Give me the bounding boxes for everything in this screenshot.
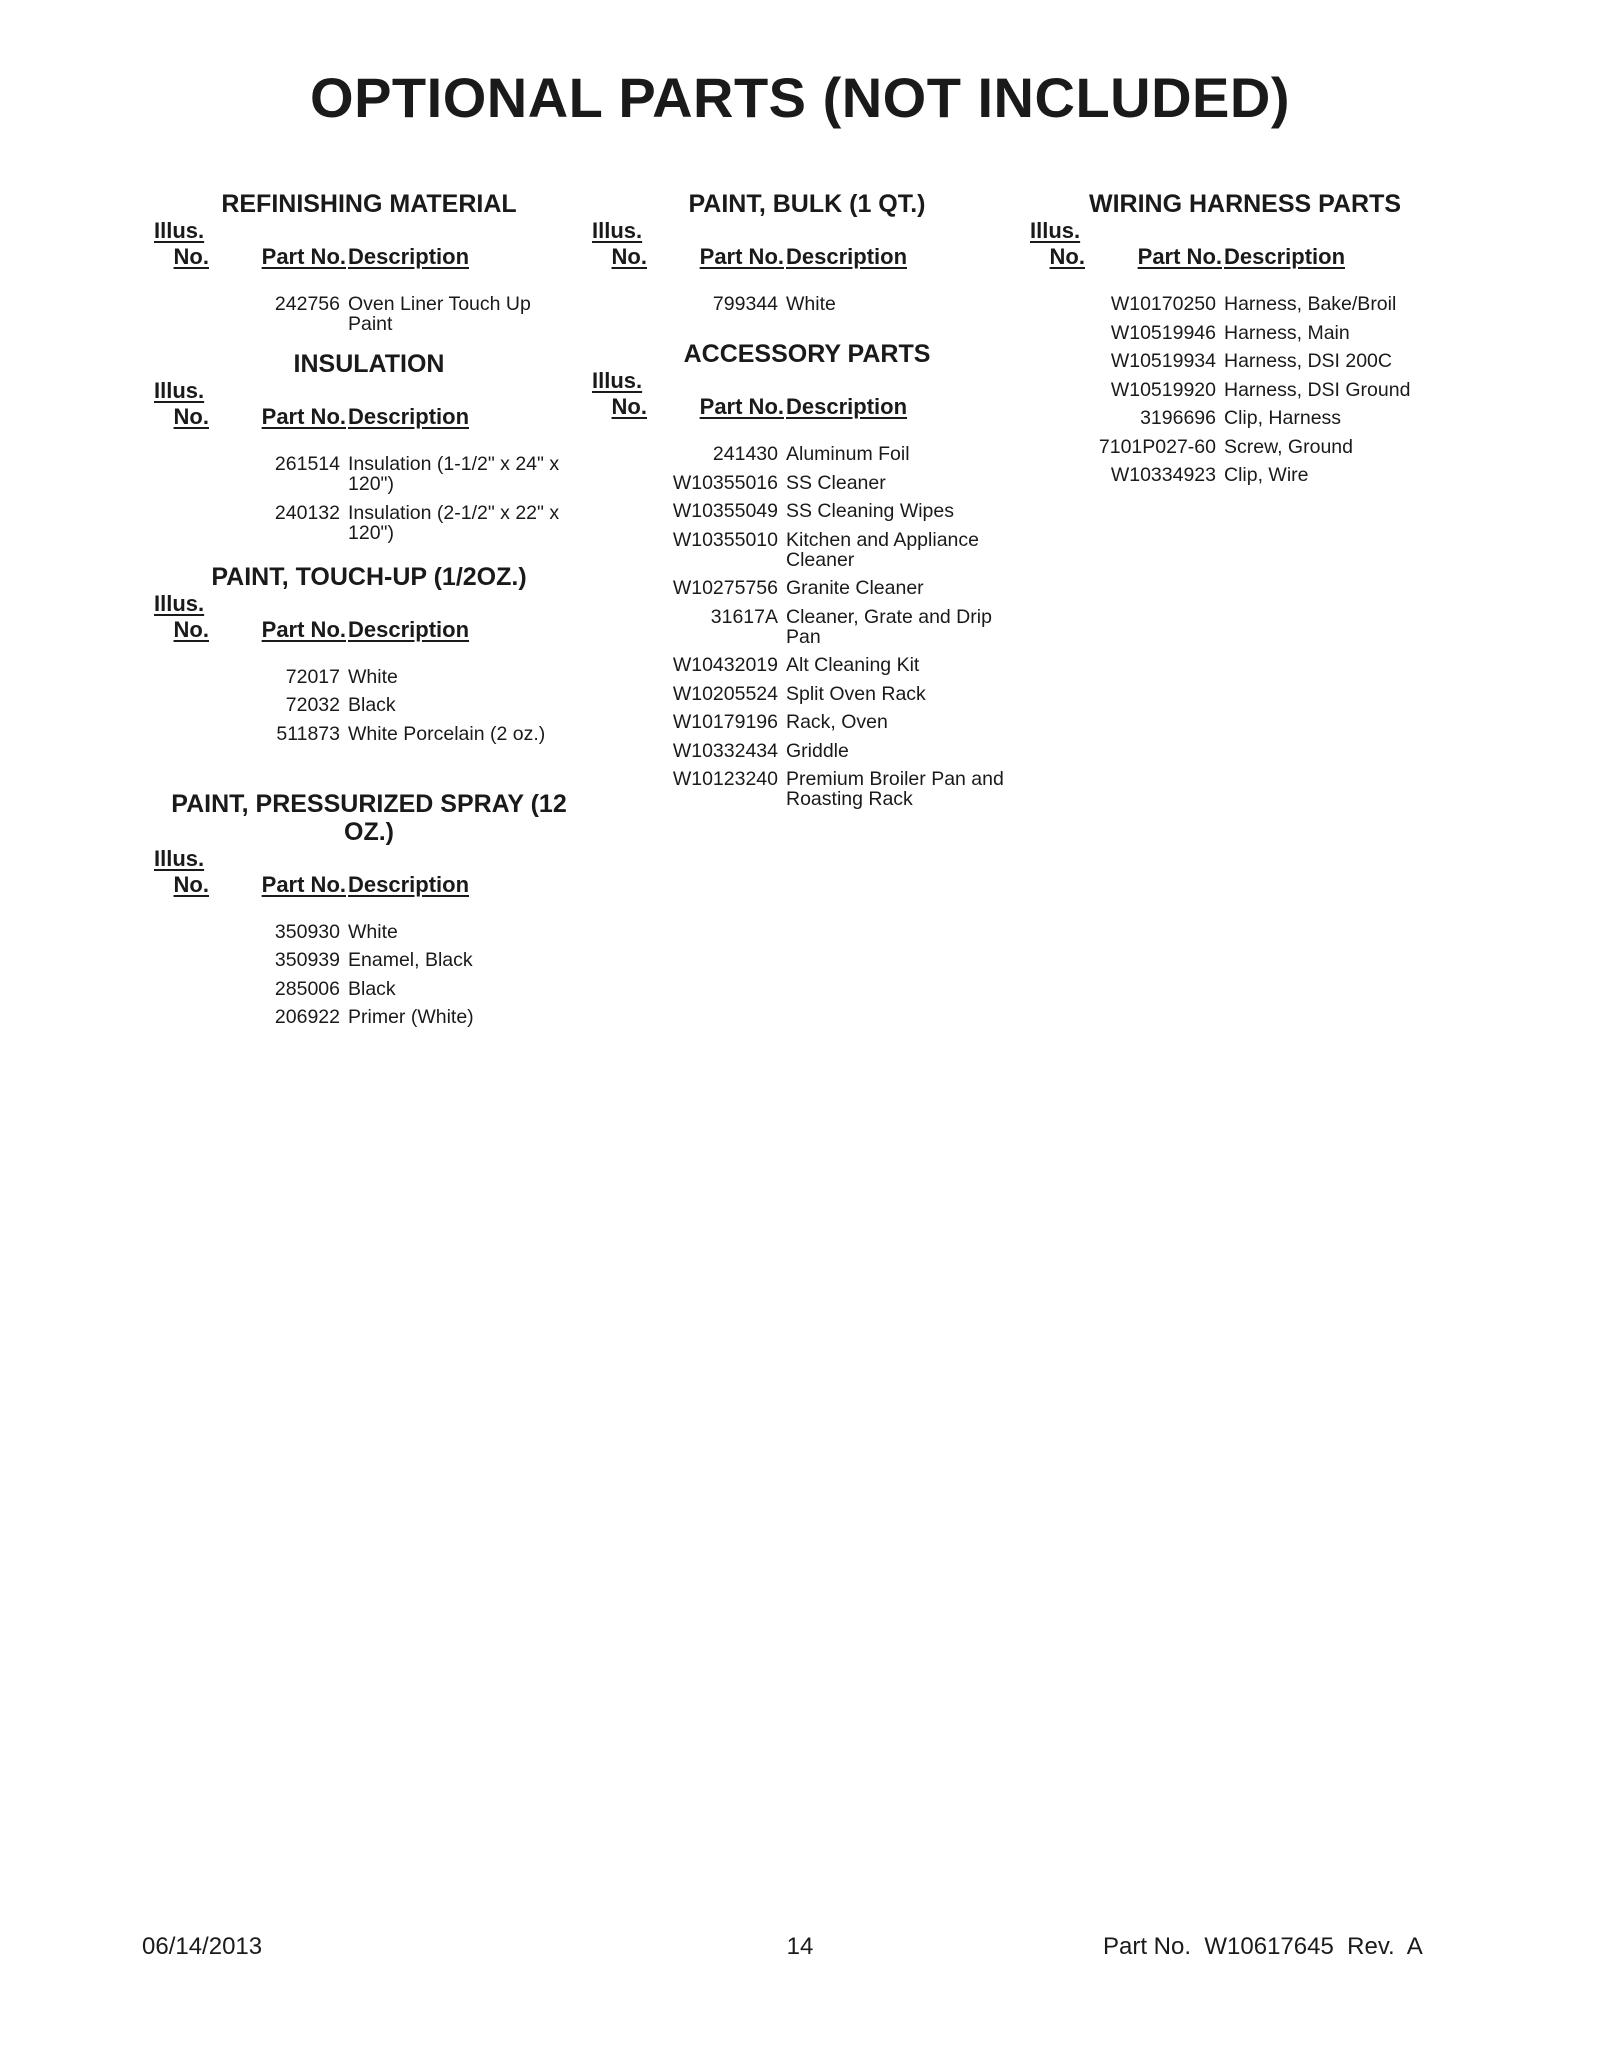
illus-header-line1: Illus.: [154, 218, 205, 243]
part-description: Primer (White): [348, 1006, 474, 1028]
illus-no-header: [154, 846, 209, 898]
footer-page-number: 14: [786, 1933, 814, 1960]
column-headers: [1030, 218, 1460, 274]
illus-no-header: [1030, 218, 1085, 270]
part-description: Screw, Ground: [1224, 435, 1353, 458]
part-description: Premium Broiler Pan and Roasting Rack: [786, 768, 1004, 810]
description-header: Description: [348, 404, 470, 429]
part-number: W10275756: [672, 577, 778, 599]
list-item: [592, 578, 1022, 598]
part-description: Black: [348, 694, 396, 716]
part-number: W10205524: [672, 682, 778, 705]
column-right: [1030, 190, 1460, 494]
column-headers: [592, 368, 1022, 424]
list-item: [154, 454, 584, 494]
section-title: PAINT, PRESSURIZED SPRAY (12 OZ.): [171, 789, 567, 846]
column-headers: [154, 378, 584, 434]
part-number: W10355049: [672, 500, 778, 522]
section-touchup: [154, 563, 584, 744]
part-number: W10519934: [1110, 350, 1216, 372]
list-item: [154, 922, 584, 942]
column-middle: [592, 190, 1022, 818]
part-number: W10519920: [1110, 378, 1216, 401]
section-spray: [154, 790, 584, 1028]
part-description: Insulation (2-1/2" x 22" x 120"): [348, 501, 560, 544]
list-item: [592, 741, 1022, 761]
column-left: [154, 190, 584, 1036]
section-title: PAINT, TOUCH-UP (1/2OZ.): [211, 562, 527, 591]
list-item: [154, 950, 584, 970]
parts-list: [592, 294, 1022, 314]
part-no-header: Part No.: [1137, 244, 1222, 269]
illus-header-line2: No.: [173, 616, 209, 642]
part-number: W10170250: [1110, 293, 1216, 315]
list-item: [1030, 351, 1460, 371]
column-headers: [154, 846, 584, 902]
part-number: W10355016: [672, 471, 778, 494]
part-number: W10123240: [672, 768, 778, 790]
list-item: [154, 667, 584, 687]
part-number: 350939: [274, 949, 340, 971]
part-number: W10519946: [1110, 321, 1216, 344]
part-description: Kitchen and Appliance Cleaner: [786, 528, 979, 571]
list-item: [154, 1007, 584, 1027]
parts-list: [592, 444, 1022, 809]
part-number: 240132: [274, 501, 340, 524]
parts-list: [1030, 294, 1460, 485]
part-description: SS Cleaner: [786, 471, 886, 494]
list-item: [154, 503, 584, 543]
list-item: [1030, 380, 1460, 400]
section-wiring: [1030, 190, 1460, 485]
page-title: OPTIONAL PARTS (NOT INCLUDED): [310, 66, 1290, 129]
parts-list: [154, 667, 584, 744]
description-header: Description: [786, 244, 908, 269]
section-insulation: [154, 350, 584, 543]
column-headers: [592, 218, 1022, 274]
part-number: 242756: [274, 293, 340, 315]
section-bulk: [592, 190, 1022, 314]
part-description: Alt Cleaning Kit: [786, 654, 920, 676]
part-number: 350930: [274, 920, 340, 943]
list-item: [1030, 294, 1460, 314]
part-description: Clip, Wire: [1224, 464, 1309, 486]
part-number: W10179196: [672, 711, 778, 733]
part-description: Harness, Bake/Broil: [1224, 293, 1397, 315]
part-number: 799344: [712, 293, 778, 315]
part-description: Griddle: [786, 739, 849, 762]
part-no-header: Part No.: [699, 394, 784, 419]
part-description: White: [348, 665, 398, 688]
part-no-header: Part No.: [261, 244, 346, 269]
part-number: 285006: [274, 977, 340, 1000]
column-headers: [154, 591, 584, 647]
description-header: Description: [786, 394, 908, 419]
part-description: White: [348, 920, 398, 943]
footer-date: 06/14/2013: [142, 1933, 263, 1960]
part-description: Clip, Harness: [1224, 407, 1342, 429]
illus-header-line2: No.: [173, 244, 209, 269]
list-item: [154, 724, 584, 744]
illus-header-line1: Illus.: [592, 368, 643, 393]
part-number: 261514: [274, 453, 340, 475]
section-title: PAINT, BULK (1 QT.): [688, 190, 926, 218]
part-number: 206922: [274, 1006, 340, 1028]
part-description: White: [786, 293, 836, 315]
list-item: [1030, 465, 1460, 485]
illus-header-line2: No.: [173, 404, 209, 429]
section-title: ACCESSORY PARTS: [683, 340, 931, 368]
description-header: Description: [348, 244, 470, 269]
list-item: [592, 444, 1022, 464]
part-number: W10332434: [672, 739, 778, 762]
part-number: W10432019: [672, 654, 778, 676]
part-number: 3196696: [1140, 407, 1216, 429]
illus-no-header: [154, 378, 209, 430]
column-headers: [154, 218, 584, 274]
illus-no-header: [154, 218, 209, 270]
section-title: WIRING HARNESS PARTS: [1088, 190, 1402, 218]
part-description: Aluminum Foil: [786, 443, 910, 465]
parts-list: [154, 454, 584, 543]
part-description: Harness, Main: [1224, 321, 1350, 344]
illus-header-line1: Illus.: [154, 845, 205, 871]
section-accessory: [592, 340, 1022, 809]
list-item: [592, 294, 1022, 314]
part-description: Oven Liner Touch Up Paint: [348, 293, 531, 335]
description-header: Description: [1224, 244, 1346, 269]
illus-header-line2: No.: [173, 871, 209, 897]
part-description: Cleaner, Grate and Drip Pan: [786, 605, 992, 648]
illus-header-line2: No.: [611, 394, 647, 419]
illus-no-header: [592, 218, 647, 270]
part-description: Insulation (1-1/2" x 24" x 120"): [348, 453, 560, 495]
parts-list: [154, 922, 584, 1028]
part-description: Granite Cleaner: [786, 577, 924, 599]
list-item: [154, 979, 584, 999]
illus-no-header: [592, 368, 647, 420]
part-no-header: Part No.: [261, 871, 346, 897]
part-no-header: Part No.: [261, 616, 346, 642]
part-number: 511873: [276, 722, 340, 745]
list-item: [592, 769, 1022, 809]
illus-header-line1: Illus.: [592, 218, 643, 243]
part-number: 72017: [285, 665, 340, 688]
part-description: SS Cleaning Wipes: [786, 500, 954, 522]
list-item: [592, 655, 1022, 675]
list-item: [592, 607, 1022, 647]
section-refinishing: [154, 190, 584, 334]
part-number: 241430: [712, 443, 778, 465]
illus-header-line1: Illus.: [1030, 218, 1081, 243]
illus-header-line1: Illus.: [154, 590, 205, 616]
part-description: Enamel, Black: [348, 949, 473, 971]
list-item: [154, 695, 584, 715]
part-description: Rack, Oven: [786, 711, 888, 733]
description-header: Description: [348, 871, 470, 897]
part-number: W10334923: [1110, 464, 1216, 486]
list-item: [592, 712, 1022, 732]
list-item: [592, 684, 1022, 704]
part-description: Harness, DSI 200C: [1224, 350, 1392, 372]
part-number: W10355010: [672, 528, 778, 551]
part-number: 7101P027-60: [1098, 435, 1216, 458]
illus-header-line2: No.: [1049, 244, 1085, 269]
parts-list: [154, 294, 584, 334]
list-item: [1030, 323, 1460, 343]
list-item: [1030, 408, 1460, 428]
illus-header-line1: Illus.: [154, 378, 205, 403]
section-title: INSULATION: [293, 350, 445, 378]
description-header: Description: [348, 616, 470, 642]
part-description: Harness, DSI Ground: [1224, 378, 1411, 401]
illus-no-header: [154, 591, 209, 643]
section-title: REFINISHING MATERIAL: [221, 190, 517, 218]
illus-header-line2: No.: [611, 244, 647, 269]
list-item: [1030, 437, 1460, 457]
part-no-header: Part No.: [699, 244, 784, 269]
list-item: [154, 294, 584, 334]
part-description: White Porcelain (2 oz.): [348, 722, 546, 745]
list-item: [592, 530, 1022, 570]
footer-part-number: Part No. W10617645 Rev. A: [1103, 1933, 1423, 1960]
part-description: Split Oven Rack: [786, 682, 926, 705]
part-no-header: Part No.: [261, 404, 346, 429]
part-description: Black: [348, 977, 396, 1000]
part-number: 72032: [285, 694, 340, 716]
part-number: 31617A: [710, 605, 778, 628]
list-item: [592, 501, 1022, 521]
list-item: [592, 473, 1022, 493]
